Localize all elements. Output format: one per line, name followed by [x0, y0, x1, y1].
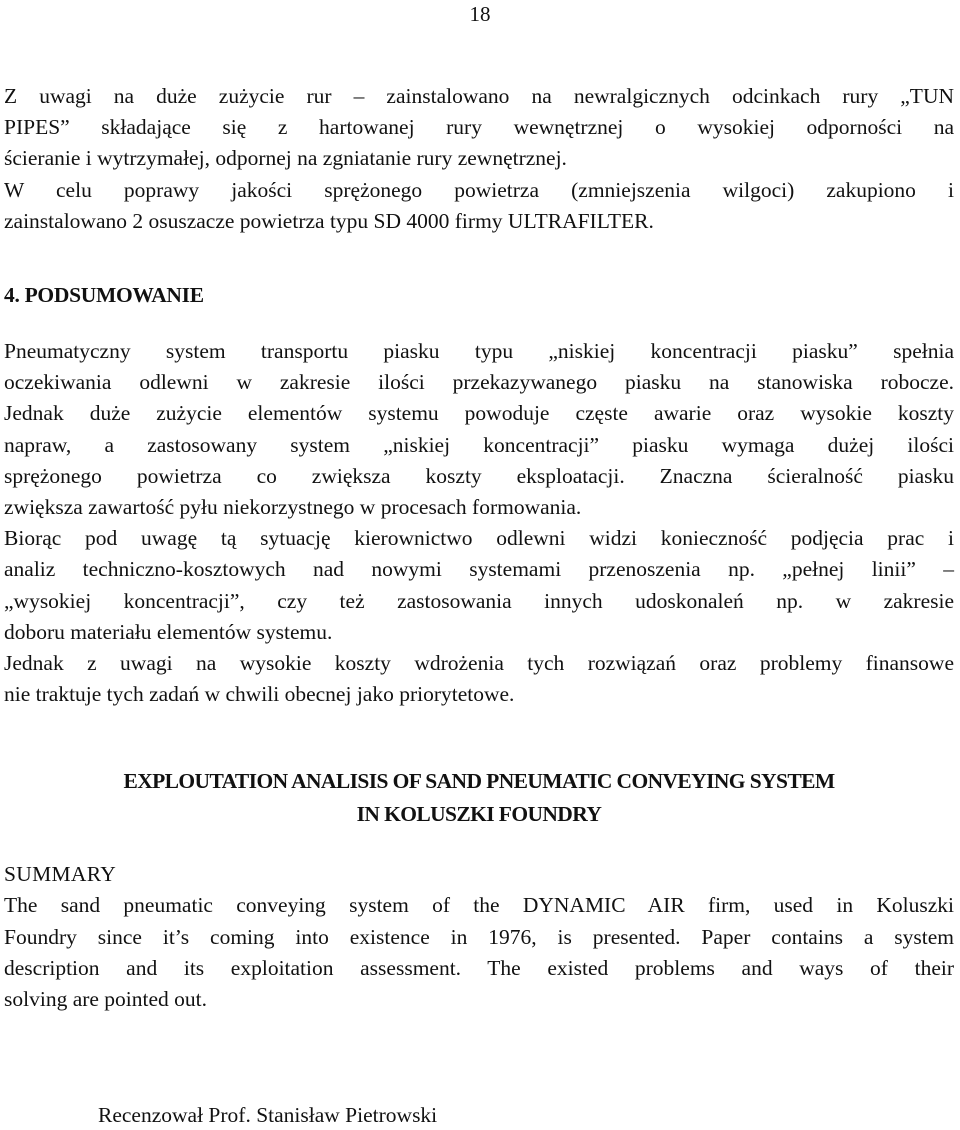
text-line: napraw, a zastosowany system „niskiej koncentracji” piasku wymaga dużej ilości — [4, 432, 954, 457]
text-line: „wysokiej koncentracji”, czy też zastosowania innych udoskonaleń np. w zakresie — [4, 588, 954, 613]
text-line: Jednak duże zużycie elementów systemu powoduje częste awarie oraz wysokie koszty — [4, 401, 954, 426]
text-line: oczekiwania odlewni w zakresie ilości przekazywanego piasku na stanowiska robocze. — [4, 370, 954, 395]
summary-en-paragraph — [4, 890, 954, 1015]
text-line: Jednak z uwagi na wysokie koszty wdrożenia tych rozwiązań oraz problemy finansowe — [4, 651, 954, 676]
page-number: 18 — [469, 2, 491, 26]
summary-label: SUMMARY — [4, 862, 117, 887]
text-line: Pneumatyczny system transportu piasku typu „niskiej koncentracji piasku” spełnia — [4, 339, 954, 364]
text-line: PIPES” składające się z hartowanej rury wewnętrznej o wysokiej odporności na — [4, 115, 954, 140]
text-line: zwiększa zawartość pyłu niekorzystnego w procesach formowania. — [4, 495, 582, 520]
text-line: doboru materiału elementów systemu. — [4, 619, 333, 644]
text-line: solving are pointed out. — [4, 987, 208, 1012]
text-line: Foundry since it’s coming into existence in 1976, is presented. Paper contains a system — [4, 924, 954, 949]
english-title-line: IN KOLUSZKI FOUNDRY — [356, 802, 602, 827]
text-line: W celu poprawy jakości sprężonego powietrza (zmniejszenia wilgoci) zakupiono i — [4, 177, 954, 202]
text-line: description and its exploitation assessment. The existed problems and ways of their — [4, 955, 954, 980]
text-line: analiz techniczno-kosztowych nad nowymi systemami przenoszenia np. „pełnej linii” – — [4, 557, 954, 582]
english-title — [4, 765, 954, 831]
section-heading: 4. PODSUMOWANIE — [4, 283, 204, 308]
text-line: Z uwagi na duże zużycie rur – zainstalowano na newralgicznych odcinkach rury „TUN — [4, 84, 954, 108]
text-line: zainstalowano 2 osuszacze powietrza typu SD 4000 firmy ULTRAFILTER. — [4, 208, 654, 233]
text-line: nie traktuje tych zadań w chwili obecnej jako priorytetowe. — [4, 682, 515, 707]
intro-paragraph — [4, 81, 954, 237]
english-title-line: EXPLOUTATION ANALISIS OF SAND PNEUMATIC CONVEYING SYSTEM — [123, 769, 835, 794]
text-line: ścieranie i wytrzymałej, odpornej na zgniatanie rury zewnętrznej. — [4, 146, 567, 171]
text-line: The sand pneumatic conveying system of the DYNAMIC AIR firm, used in Koluszki — [4, 893, 954, 918]
text-line: sprężonego powietrza co zwiększa koszty eksploatacji. Znaczna ścieralność piasku — [4, 463, 954, 488]
text-line: Biorąc pod uwagę tą sytuację kierownictwo odlewni widzi konieczność podjęcia prac i — [4, 526, 954, 551]
summary-pl-paragraph — [4, 336, 954, 710]
reviewer-line: Recenzował Prof. Stanisław Pietrowski — [98, 1103, 438, 1127]
page-content — [4, 81, 954, 1015]
